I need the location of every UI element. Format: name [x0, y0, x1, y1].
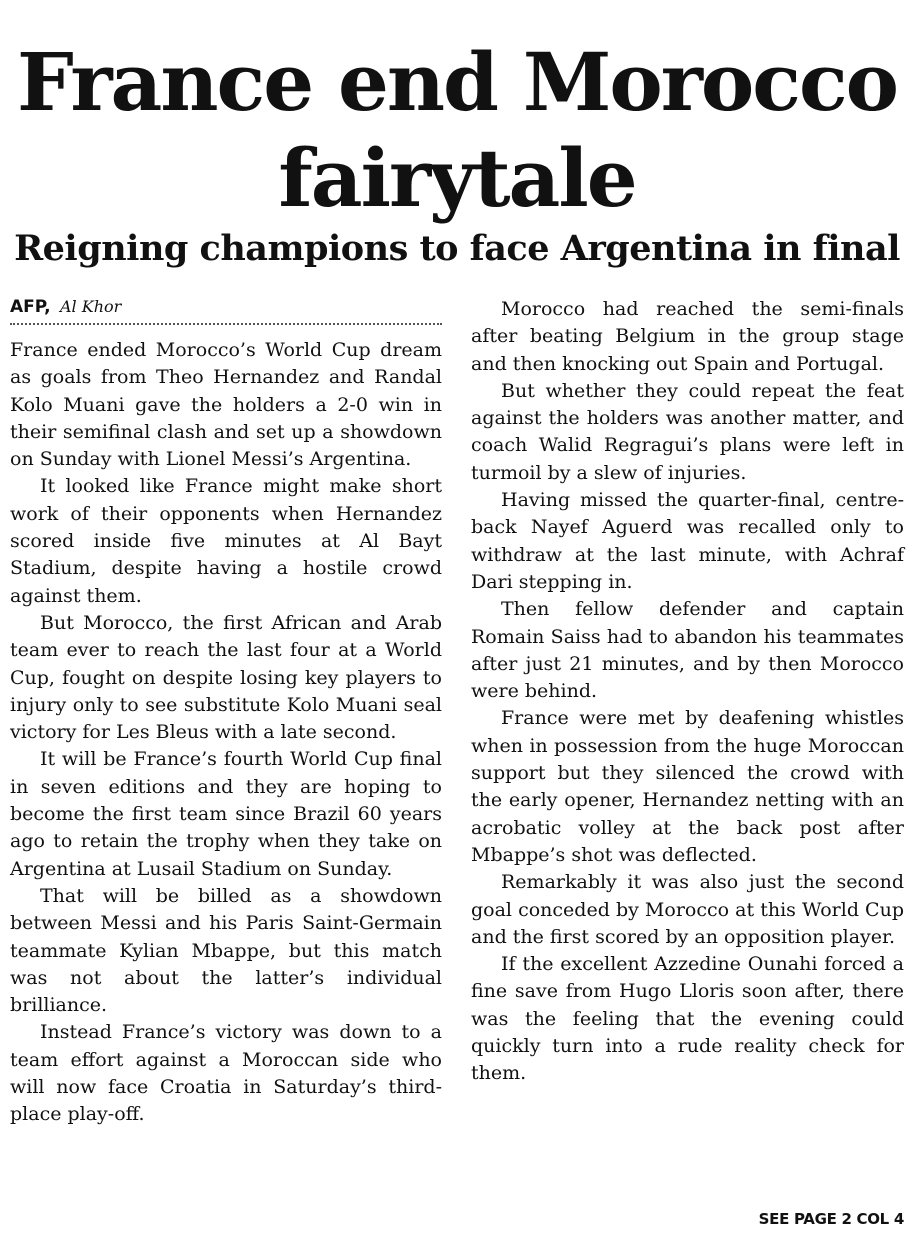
paragraph: France were met by deafening whistles when in possession from the huge Moroccan support but they silenced the crowd with the early opener, Hernandez netting with an acrobatic volley at the back post after Mbappe’s shot was deflected.: [471, 707, 904, 866]
continued-on-page-label: SEE PAGE 2 COL 4: [758, 1210, 904, 1228]
article-column-right: [471, 296, 904, 1088]
paragraph: Then fellow defender and captain Romain Saiss had to abandon his teammates after just 21 minutes, and by then Morocco were behind.: [471, 598, 904, 703]
byline-location: Al Khor: [59, 297, 122, 316]
paragraph: If the excellent Azzedine Ounahi forced a fine save from Hugo Lloris soon after, there was the feeling that the evening could quickly turn into a rude reality check for them.: [471, 953, 904, 1085]
byline-agency: AFP,: [10, 297, 51, 317]
byline: [10, 294, 442, 325]
article-column-left: [10, 294, 442, 1129]
paragraph: But Morocco, the first African and Arab team ever to reach the last four at a World Cup, fought on despite losing key players to injury only to see substitute Kolo Muani seal victory for Les Bleus with a late second.: [10, 611, 442, 744]
headline: France end Morocco fairytale: [16, 35, 898, 225]
paragraph: France ended Morocco’s World Cup dream as goals from Theo Hernandez and Randal Kolo Muani gave the holders a 2-0 win in their semifinal clash and set up a showdown on Sunday with Lionel Messi’s Argentina.: [10, 339, 442, 471]
paragraph: Instead France’s victory was down to a team effort against a Moroccan side who will now face Croatia in Saturday’s third-place play-off.: [10, 1021, 442, 1126]
paragraph: But whether they could repeat the feat against the holders was another matter, and coach Walid Regragui’s plans were left in turmoil by a slew of injuries.: [471, 379, 904, 484]
paragraph: It looked like France might make short work of their opponents when Hernandez scored inside five minutes at Al Bayt Stadium, despite having a hostile crowd against them.: [10, 475, 442, 607]
paragraph: That will be billed as a showdown between Messi and his Paris Saint-Germain teammate Kylian Mbappe, but this match was not about the latter’s individual brilliance.: [10, 884, 442, 1017]
paragraph: It will be France’s fourth World Cup final in seven editions and they are hoping to become the first team since Brazil 60 years ago to retain the trophy when they take on Argentina at Lusail Stadium on Sunday.: [10, 748, 442, 880]
paragraph: Having missed the quarter-final, centre-back Nayef Aguerd was recalled only to withdraw at the last minute, with Achraf Dari stepping in.: [471, 489, 904, 593]
subheadline: Reigning champions to face Argentina in final: [14, 228, 900, 269]
paragraph: Remarkably it was also just the second goal conceded by Morocco at this World Cup and the first scored by an opposition player.: [471, 871, 904, 948]
paragraph: Morocco had reached the semi-finals after beating Belgium in the group stage and then knocking out Spain and Portugal.: [471, 298, 904, 375]
